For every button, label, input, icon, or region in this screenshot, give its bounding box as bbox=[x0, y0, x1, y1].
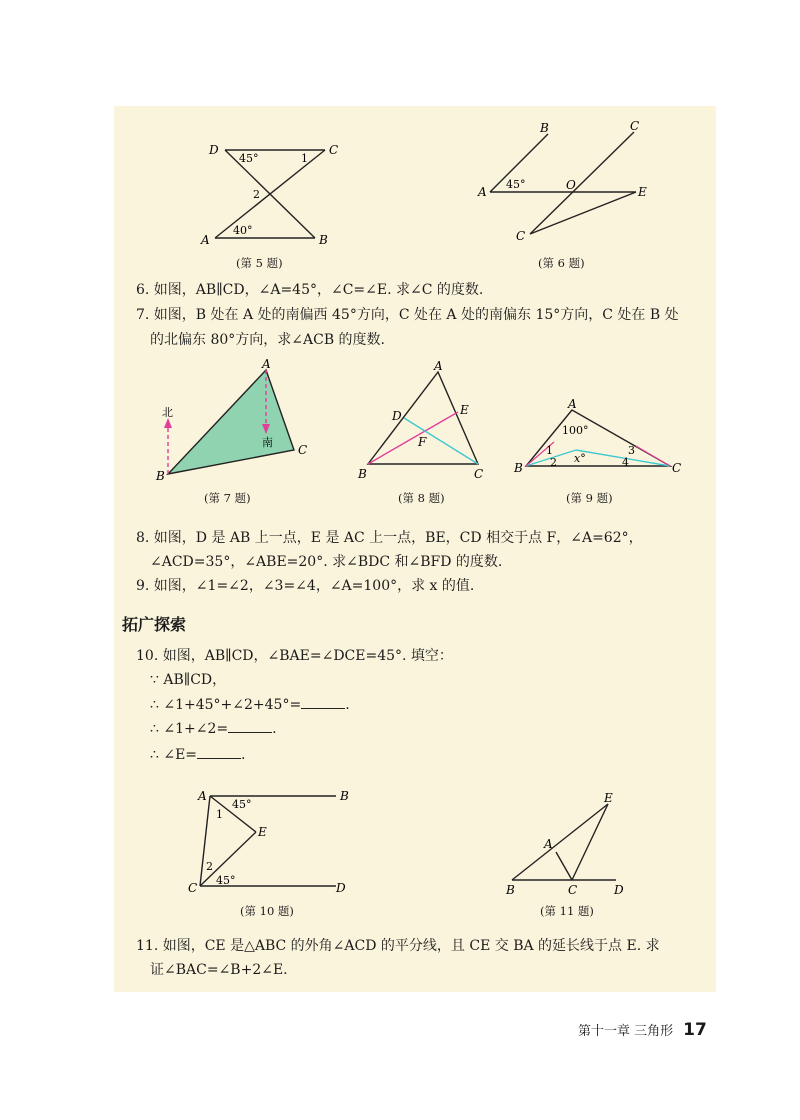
f8-label-E: E bbox=[460, 403, 469, 417]
figure-5-diagram bbox=[195, 140, 345, 250]
figure-11-diagram bbox=[504, 791, 634, 897]
f10-label-C: C bbox=[188, 881, 198, 895]
figure-6 bbox=[478, 119, 658, 247]
f10-label-D: D bbox=[336, 881, 346, 895]
caption-7: (第 7 题) bbox=[204, 491, 251, 505]
f11-label-C: C bbox=[568, 883, 578, 897]
figure-7 bbox=[156, 357, 316, 487]
caption-11: (第 11 题) bbox=[540, 904, 594, 918]
caption-6: (第 6 题) bbox=[538, 256, 585, 270]
page-footer bbox=[578, 1020, 707, 1040]
f5-label-D: D bbox=[209, 143, 219, 157]
f10-label-B: B bbox=[340, 789, 349, 803]
f6-label-E: E bbox=[638, 185, 647, 199]
f9-angle-3: 3 bbox=[628, 444, 635, 457]
problem-7-line1: 7. 如图，B 处在 A 处的南偏西 45°方向，C 处在 A 处的南偏东 15°方向，C 处在 B 处 bbox=[136, 307, 679, 323]
f11-label-B: B bbox=[506, 883, 515, 897]
problem-6: 6. 如图，AB∥CD，∠A=45°，∠C=∠E. 求∠C 的度数. bbox=[136, 282, 484, 298]
f6-angle: 45° bbox=[506, 178, 526, 191]
problem-7-line2: 的北偏东 80°方向，求∠ACB 的度数. bbox=[150, 332, 386, 348]
problem-10-line2: ∵ AB∥CD， bbox=[150, 672, 227, 688]
f5-label-B: B bbox=[319, 233, 328, 247]
f11-label-A: A bbox=[544, 837, 553, 851]
f7-south-label: 南 bbox=[262, 436, 273, 449]
figure-10-diagram bbox=[186, 788, 356, 898]
f5-label-C: C bbox=[329, 143, 339, 157]
figure-9 bbox=[514, 398, 684, 478]
f10-label-E: E bbox=[258, 825, 267, 839]
f5-angle-bottom: 40° bbox=[233, 224, 253, 237]
f8-label-A: A bbox=[434, 359, 443, 373]
caption-9: (第 9 题) bbox=[566, 491, 613, 505]
f11-label-D: D bbox=[614, 883, 624, 897]
p10-eq3-text: ∴ ∠E= bbox=[150, 747, 198, 763]
f7-label-C: C bbox=[298, 443, 308, 457]
section-heading: 拓广探索 bbox=[122, 615, 187, 634]
p10-blank-1[interactable] bbox=[301, 694, 345, 709]
f10-angle-2: 2 bbox=[206, 860, 213, 873]
figure-6-diagram bbox=[478, 119, 658, 247]
f9-angle-A: 100° bbox=[562, 424, 589, 437]
problem-8-line2: ∠ACD=35°，∠ABE=20°. 求∠BDC 和∠BFD 的度数. bbox=[150, 554, 503, 570]
f10-angle-1: 1 bbox=[216, 808, 223, 821]
f5-label-A: A bbox=[201, 233, 210, 247]
problem-10-line1: 10. 如图，AB∥CD，∠BAE=∠DCE=45°. 填空： bbox=[136, 648, 453, 664]
f9-label-B: B bbox=[514, 461, 523, 475]
f5-angle-top: 45° bbox=[239, 152, 259, 165]
problem-10-line5: ∴ ∠E= . bbox=[150, 744, 246, 765]
f5-angle-2: 2 bbox=[253, 188, 260, 201]
p10-eq1-text: ∴ ∠1+45°+∠2+45°= bbox=[150, 697, 302, 713]
problem-11-line1: 11. 如图，CE 是△ABC 的外角∠ACD 的平分线，且 CE 交 BA 的延长线于点 E. 求 bbox=[136, 938, 660, 954]
f8-label-F: F bbox=[418, 435, 427, 449]
f9-angle-4: 4 bbox=[622, 456, 629, 469]
figure-9-diagram bbox=[514, 398, 684, 478]
caption-5: (第 5 题) bbox=[236, 256, 283, 270]
f9-label-C: C bbox=[672, 461, 682, 475]
figure-8 bbox=[358, 360, 498, 485]
f8-label-B: B bbox=[358, 467, 367, 481]
f9-label-A: A bbox=[568, 397, 577, 411]
figure-8-diagram bbox=[358, 360, 498, 485]
f6-label-C: C bbox=[516, 229, 526, 243]
p10-eq2-text: ∴ ∠1+∠2= bbox=[150, 721, 229, 737]
f9-angle-2: 2 bbox=[550, 456, 557, 469]
figure-5 bbox=[195, 140, 345, 250]
problem-10-line3: ∴ ∠1+45°+∠2+45°= . bbox=[150, 694, 350, 715]
page-number: 17 bbox=[683, 1020, 707, 1040]
f10-angle-bottom: 45° bbox=[216, 874, 236, 887]
problem-9: 9. 如图，∠1=∠2，∠3=∠4，∠A=100°，求 x 的值. bbox=[136, 578, 475, 594]
caption-10: (第 10 题) bbox=[240, 904, 294, 918]
chapter-title: 第十一章 三角形 bbox=[578, 1024, 674, 1039]
f5-angle-1: 1 bbox=[301, 152, 308, 165]
f11-label-E: E bbox=[604, 791, 613, 805]
f7-label-B: B bbox=[156, 469, 165, 483]
figure-10 bbox=[186, 788, 356, 898]
f10-label-A: A bbox=[198, 789, 207, 803]
p10-blank-2[interactable] bbox=[228, 718, 272, 733]
f10-angle-top: 45° bbox=[232, 798, 252, 811]
figure-11 bbox=[504, 791, 634, 897]
caption-8: (第 8 题) bbox=[398, 491, 445, 505]
problem-8-line1: 8. 如图，D 是 AB 上一点，E 是 AC 上一点，BE，CD 相交于点 F，∠A=62°， bbox=[136, 530, 643, 546]
f9-angle-x: x° bbox=[574, 452, 586, 465]
f8-label-D: D bbox=[392, 409, 402, 423]
f7-label-A: A bbox=[262, 357, 271, 371]
f6-label-A: A bbox=[478, 185, 487, 199]
problem-11-line2: 证∠BAC=∠B+2∠E. bbox=[150, 962, 288, 978]
figure-7-diagram bbox=[156, 357, 316, 487]
p10-blank-3[interactable] bbox=[197, 744, 241, 759]
problem-10-line4: ∴ ∠1+∠2= . bbox=[150, 718, 277, 739]
f8-label-C: C bbox=[474, 467, 484, 481]
f6-label-O: O bbox=[566, 178, 576, 192]
f6-label-C-top: C bbox=[630, 119, 640, 133]
f6-label-B: B bbox=[540, 121, 549, 135]
f9-angle-1: 1 bbox=[546, 444, 553, 457]
f7-north-label: 北 bbox=[162, 406, 173, 419]
